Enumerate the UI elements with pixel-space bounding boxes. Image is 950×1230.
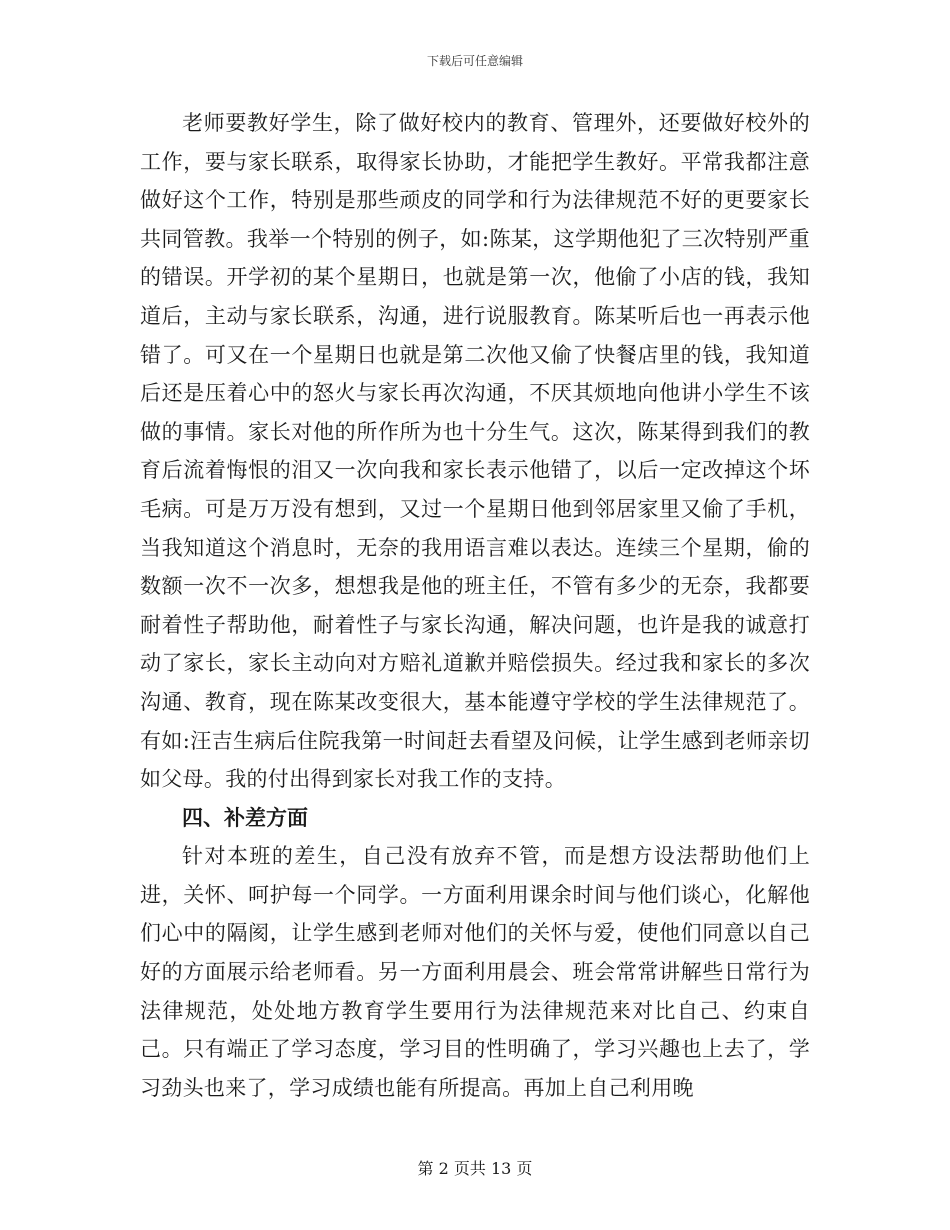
section-heading: 四、补差方面 <box>182 805 308 830</box>
document-body <box>140 104 810 1107</box>
body-paragraph-2: 针对本班的差生，自己没有放弃不管，而是想方设法帮助他们上进，关怀、呵护每一个同学。一方面利用课余时间与他们谈心，化解他们心中的隔阂，让学生感到老师对他们的关怀与爱，使他们同意以自己好的方面展示给老师看。另一方面利用晨会、班会常常讲解些日常行为法律规范，处处地方教育学生要用行为法律规范来对比自己、约束自己。只有端正了学习态度，学习目的性明确了，学习兴趣也上去了，学习劲头也来了，学习成绩也能有所提高。再加上自己利用晚 <box>140 844 810 1100</box>
body-paragraph-1: 老师要教好学生，除了做好校内的教育、管理外，还要做好校外的工作，要与家长联系，取得家长协助，才能把学生教好。平常我都注意做好这个工作，特别是那些顽皮的同学和行为法律规范不好的更要家长共同管教。我举一个特别的例子，如:陈某，这学期他犯了三次特别严重的错误。开学初的某个星期日，也就是第一次，他偷了小店的钱，我知道后，主动与家长联系，沟通，进行说服教育。陈某听后也一再表示他错了。可又在一个星期日也就是第二次他又偷了快餐店里的钱，我知道后还是压着心中的怒火与家长再次沟通，不厌其烦地向他讲小学生不该做的事情。家长对他的所作所为也十分生气。这次，陈某得到我们的教育后流着悔恨的泪又一次向我和家长表示他错了，以后一定改掉这个坏毛病。可是万万没有想到，又过一个星期日他到邻居家里又偷了手机，当我知道这个消息时，无奈的我用语言难以表达。连续三个星期，偷的数额一次不一次多，想想我是他的班主任，不管有多少的无奈，我都要耐着性子帮助他，耐着性子与家长沟通，解决问题，也许是我的诚意打动了家长，家长主动向对方赔礼道歉并赔偿损失。经过我和家长的多次沟通、教育，现在陈某改变很大，基本能遵守学校的学生法律规范了。有如:汪吉生病后住院我第一时间赶去看望及问候，让学生感到老师亲切如父母。我的付出得到家长对我工作的支持。 <box>140 111 810 792</box>
page-number-footer: 第 2 页共 13 页 <box>417 1159 533 1178</box>
page-header-note: 下载后可任意编辑 <box>426 54 523 68</box>
